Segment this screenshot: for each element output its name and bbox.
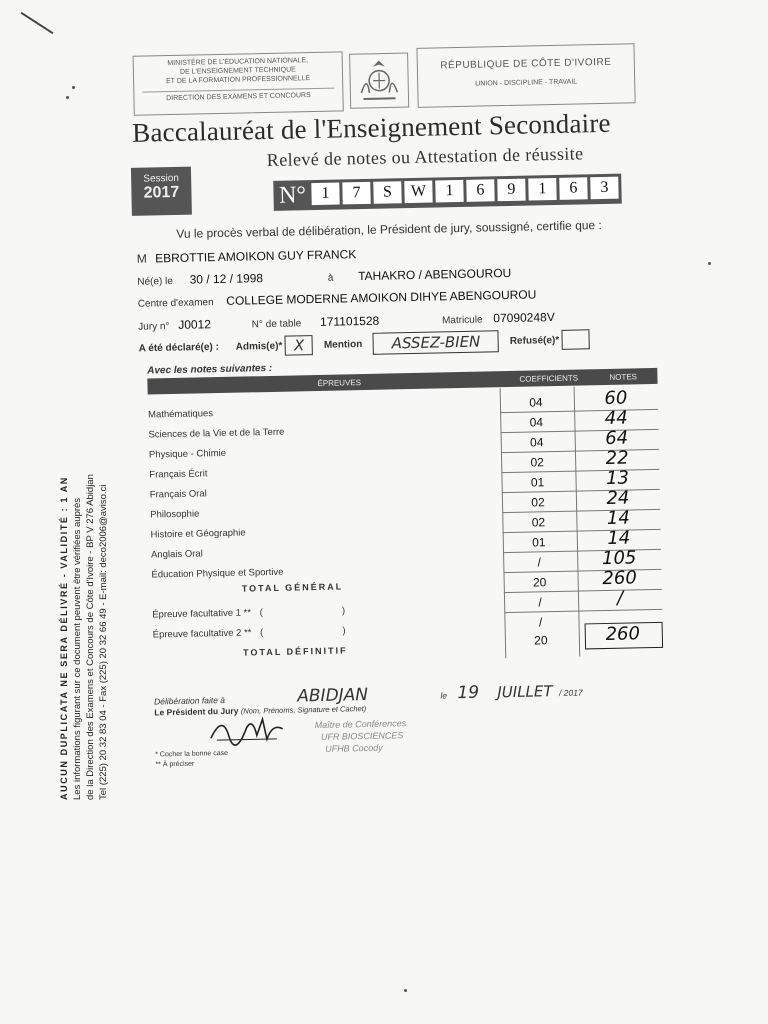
- document-title: Baccalauréat de l'Enseignement Secondaire: [131, 107, 611, 148]
- optional-2-paren: ( ): [259, 625, 346, 639]
- certificate-number: [273, 174, 622, 211]
- president-label: Le Président du Jury: [154, 705, 239, 718]
- refuse-label: Refusé(e)*: [509, 334, 560, 347]
- optional-1-label: Épreuve facultative 1 **: [152, 607, 252, 621]
- notes-intro: Avec les notes suivantes :: [147, 362, 273, 377]
- ministry-line: MINISTÈRE DE L'ÉDUCATION NATIONALE,: [167, 57, 309, 68]
- grade: 105: [601, 547, 637, 570]
- subject-name: Français Écrit: [149, 468, 208, 481]
- intro-text: Vu le procès verbal de délibération, le Président de jury, soussigné, certifie que :: [176, 218, 602, 241]
- table-divider: [500, 388, 507, 658]
- subject-name: Philosophie: [150, 508, 200, 521]
- ministry-header: [133, 51, 344, 115]
- ministry-line: DE L'ENSEIGNEMENT TECHNIQUE: [179, 66, 296, 76]
- number-char: 3: [590, 177, 618, 200]
- grade: 13: [605, 467, 630, 489]
- subject-name: Éducation Physique et Sportive: [151, 566, 284, 581]
- mention-value: ASSEZ-BIEN: [373, 330, 499, 355]
- side-notice-line: de la Direction des Examens et Concours de Côte d'Ivoire - BP V 276 Abidjan: [85, 474, 96, 800]
- number-char: 6: [466, 179, 494, 202]
- exam-center: COLLEGE MODERNE AMOIKON DIHYE ABENGOUROU: [226, 287, 537, 308]
- birth-row: [137, 266, 511, 288]
- side-notice-line: Tel (225) 20 32 83 04 - Fax (225) 20 32 66 49 - E-mail: deco2006@aviso.ci: [98, 484, 109, 800]
- deliberation-label: Délibération faite à: [153, 695, 226, 707]
- born-at-label: à: [327, 272, 334, 284]
- table-label: N° de table: [251, 318, 302, 331]
- le-label: le: [440, 690, 448, 701]
- col-coefficient: COEFFICIENTS: [519, 373, 579, 384]
- matricule-label: Matricule: [441, 314, 483, 327]
- total-general-label: TOTAL GÉNÉRAL: [241, 581, 344, 594]
- coefficient: 01: [532, 535, 546, 550]
- birth-date: 30 / 12 / 1998: [189, 271, 264, 287]
- birth-place: TAHAKRO / ABENGOUROU: [357, 265, 512, 284]
- number-char: 9: [497, 179, 525, 202]
- number-prefix: N°: [278, 182, 307, 209]
- stamp-title: Maître de Conférences: [314, 718, 407, 731]
- stamp-university: UFHB Cocody: [325, 742, 383, 754]
- subject-name: Sciences de la Vie et de la Terre: [148, 426, 285, 441]
- grade: 14: [606, 507, 631, 529]
- scan-dot: [708, 262, 711, 265]
- optional-1-paren: ( ): [259, 605, 346, 619]
- coefficient: 02: [530, 455, 544, 470]
- coefficient: 02: [531, 495, 545, 510]
- center-label: Centre d'examen: [137, 297, 214, 310]
- ministry-line: ET DE LA FORMATION PROFESSIONNELLE: [166, 75, 311, 86]
- optional-2-row: [153, 625, 346, 640]
- footnote-1: * Cocher la bonne case: [155, 749, 229, 759]
- coefficient: 04: [529, 415, 544, 430]
- stamp-department: UFR BIOSCIENCES: [320, 730, 404, 743]
- coefficient: 04: [529, 435, 544, 450]
- coefficient: 04: [529, 395, 543, 410]
- deliberation-month: JUILLET: [497, 682, 553, 702]
- number-char: S: [373, 181, 401, 204]
- direction-line: DIRECTION DES EXAMENS ET CONCOURS: [142, 88, 334, 104]
- refuse-checkbox: [562, 329, 590, 350]
- scan-dot: [404, 989, 407, 992]
- subject-name: Français Oral: [149, 488, 207, 501]
- certificate-document: [120, 34, 705, 781]
- col-subject: ÉPREUVES: [317, 378, 362, 388]
- coefficient: 01: [530, 475, 545, 490]
- candidate-name: EBROTTIE AMOIKON GUY FRANCK: [155, 247, 357, 266]
- civility: M: [136, 251, 147, 266]
- col-notes: NOTES: [609, 372, 638, 382]
- grade: 60: [604, 387, 628, 409]
- subject-name: Physique - Chimie: [148, 447, 227, 461]
- decision-row: [138, 328, 590, 359]
- number-char: 1: [435, 180, 463, 203]
- center-row: [138, 287, 537, 309]
- scan-mark: [21, 12, 54, 34]
- admis-checkbox: X: [285, 335, 313, 356]
- jury-label: Jury n°: [138, 321, 170, 333]
- admis-label: Admis(e)*: [235, 340, 283, 353]
- side-notice: [58, 474, 110, 800]
- number-char: W: [404, 181, 432, 204]
- number-char: 6: [559, 177, 587, 200]
- coat-of-arms-icon: [349, 52, 410, 109]
- optional-2-label: Épreuve facultative 2 **: [152, 627, 252, 641]
- signature-icon: [206, 709, 287, 751]
- total-final-note: 260: [605, 623, 641, 646]
- table-divider: [574, 387, 581, 657]
- grade: 64: [605, 427, 629, 449]
- number-char: 1: [528, 178, 556, 201]
- session-badge: [131, 167, 192, 216]
- number-char: 7: [342, 182, 370, 205]
- total-general-coef: 20: [532, 575, 547, 590]
- subject-name: Mathématiques: [147, 408, 214, 421]
- total-final-coef: 20: [534, 633, 548, 648]
- total-final-label: TOTAL DÉFINITIF: [242, 645, 348, 658]
- coefficient: 02: [531, 515, 546, 530]
- scan-dot: [72, 86, 75, 89]
- grade: 14: [607, 527, 631, 549]
- deliberation-year: / 2017: [558, 687, 583, 699]
- deliberation-city: ABIDJAN: [297, 685, 369, 707]
- mention-label: Mention: [323, 338, 363, 351]
- table-number: 171101528: [319, 313, 380, 329]
- candidate-name-row: [137, 247, 357, 266]
- optional-1-note: /: [616, 587, 624, 609]
- grade: 44: [604, 407, 628, 429]
- deliberation-day: 19: [457, 682, 480, 704]
- side-notice-line: Les informations figurant sur ce document peuvent être vérifiées auprès: [72, 497, 83, 800]
- decision-label: A été déclaré(e) :: [138, 341, 220, 355]
- number-char: 1: [311, 182, 339, 205]
- scan-dot: [66, 96, 69, 99]
- subject-name: Anglais Oral: [150, 548, 203, 561]
- subject-name: Histoire et Géographie: [150, 527, 246, 541]
- republic-name: RÉPUBLIQUE DE CÔTE D'IVOIRE: [440, 56, 612, 72]
- optional-2-coef: /: [538, 615, 543, 630]
- total-general-note: 260: [602, 567, 638, 590]
- session-label: Session: [143, 172, 180, 185]
- footnote-2: ** À préciser: [155, 760, 195, 769]
- republic-header: [416, 43, 635, 108]
- grade: 24: [606, 487, 630, 509]
- grade: 22: [605, 447, 629, 469]
- document-subtitle: Relevé de notes ou Attestation de réussite: [266, 143, 584, 171]
- born-label: Né(e) le: [137, 276, 174, 288]
- matricule: 07090248V: [493, 310, 555, 326]
- jury-number: J0012: [178, 317, 212, 332]
- optional-1-coef: /: [538, 595, 542, 610]
- side-notice-warning: AUCUN DUPLICATA NE SERA DÉLIVRÉ - VALIDITÉ : 1 AN: [59, 476, 69, 800]
- session-year: 2017: [143, 183, 180, 202]
- president-hint: (Nom, Prénoms, Signature et Cachet): [240, 704, 367, 716]
- republic-motto: UNION - DISCIPLINE - TRAVAIL: [475, 78, 578, 88]
- coefficient: /: [537, 555, 542, 570]
- optional-1-row: [152, 605, 345, 620]
